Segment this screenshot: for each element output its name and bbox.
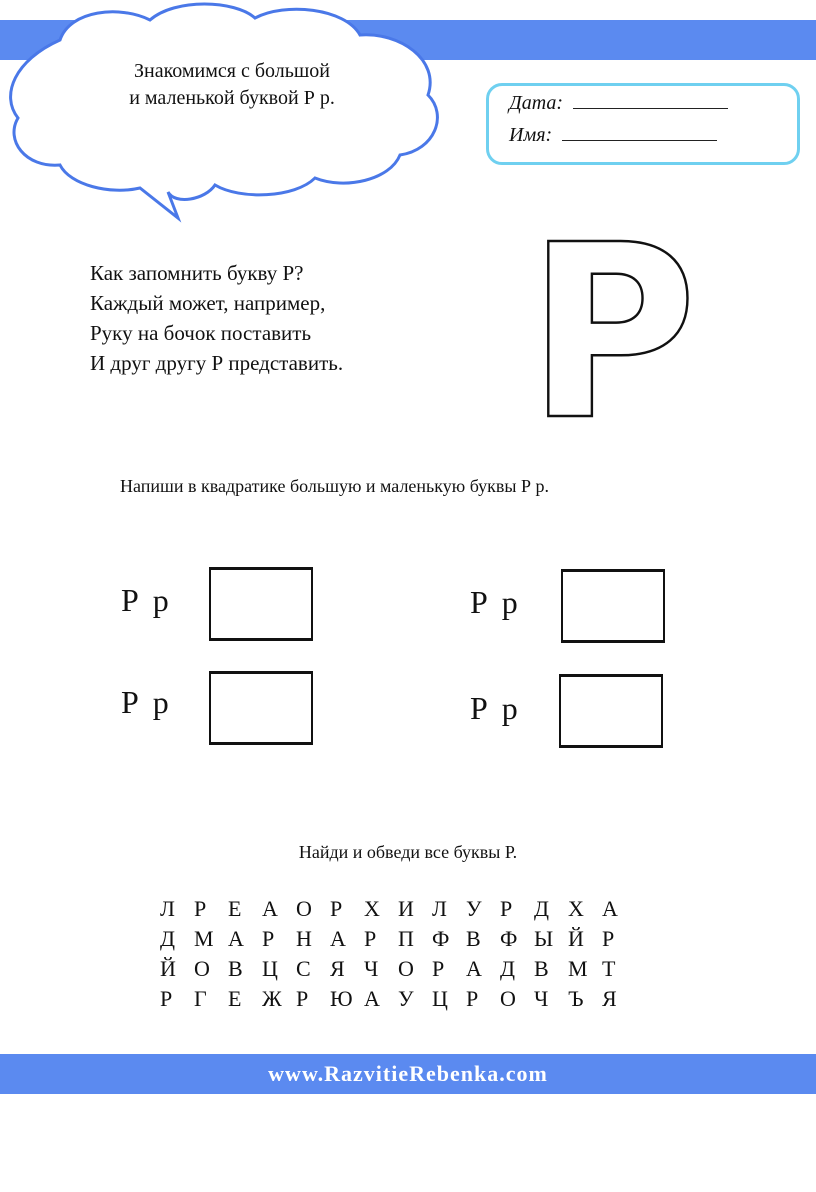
grid-letter[interactable]: Р (500, 896, 513, 921)
speech-cloud (0, 0, 450, 225)
grid-letter[interactable]: Ц (262, 956, 278, 981)
letter-pair-2 (470, 584, 518, 621)
big-letter-outline (525, 228, 705, 428)
grid-letter[interactable]: Р (296, 986, 309, 1011)
grid-letter[interactable]: Л (160, 896, 175, 921)
grid-letter[interactable]: О (296, 896, 312, 921)
pair-lower: р (152, 684, 169, 720)
grid-letter[interactable]: Н (296, 926, 312, 951)
grid-letter[interactable]: Р (262, 926, 275, 951)
pair-lower: р (501, 690, 518, 726)
grid-letter[interactable]: Т (602, 956, 616, 981)
grid-letter[interactable]: А (364, 986, 380, 1011)
grid-letter[interactable]: Й (160, 956, 176, 981)
grid-letter[interactable]: В (466, 926, 481, 951)
cloud-line-2: и маленькой буквой Р р. (129, 87, 335, 109)
pair-upper: Р (470, 690, 488, 726)
grid-letter[interactable]: Р (602, 926, 615, 951)
pair-upper: Р (121, 582, 139, 618)
grid-letter[interactable]: В (534, 956, 549, 981)
name-line (562, 124, 717, 141)
grid-letter[interactable]: Я (602, 986, 617, 1011)
grid-letter[interactable]: Я (330, 956, 345, 981)
grid-letter[interactable]: Ы (534, 926, 554, 951)
cloud-line-1: Знакомимся с большой (133, 60, 330, 82)
grid-letter[interactable]: Х (364, 896, 380, 921)
grid-letter[interactable]: О (194, 956, 210, 981)
grid-letter[interactable]: Р (330, 896, 343, 921)
grid-letter[interactable]: Д (500, 956, 516, 981)
grid-letter[interactable]: Ц (432, 986, 448, 1011)
pair-upper: Р (121, 684, 139, 720)
grid-letter[interactable]: Г (194, 986, 207, 1011)
letter-pair-4 (470, 690, 518, 727)
grid-letter[interactable]: П (398, 926, 414, 951)
pair-upper: Р (470, 584, 488, 620)
grid-letter[interactable]: А (466, 956, 482, 981)
grid-letter[interactable]: Р (160, 986, 173, 1011)
grid-letter[interactable]: О (500, 986, 516, 1011)
name-label: Имя: (509, 124, 553, 146)
grid-letter[interactable]: М (194, 926, 214, 951)
grid-letter[interactable]: Ю (330, 986, 353, 1011)
website-link[interactable]: www.RazvitieRebenka.com (268, 1061, 548, 1086)
date-label: Дата: (509, 92, 564, 114)
letter-pair-3 (121, 684, 169, 721)
grid-letter[interactable]: Р (432, 956, 445, 981)
task1-instructions: Напиши в квадратике большую и маленькую буквы Р р. (120, 476, 550, 496)
grid-letter[interactable]: О (398, 956, 414, 981)
pair-lower: р (152, 582, 169, 618)
letter-grid (160, 896, 700, 1016)
letter-grid-row (160, 956, 700, 986)
grid-letter[interactable]: Ф (432, 926, 450, 951)
grid-letter[interactable]: М (568, 956, 588, 981)
poem-line-2: Каждый может, например, (90, 291, 326, 315)
poem-line-1: Как запомнить букву Р? (90, 261, 304, 285)
grid-letter[interactable]: А (262, 896, 278, 921)
grid-letter[interactable]: У (398, 986, 414, 1011)
grid-letter[interactable]: И (398, 896, 414, 921)
grid-letter[interactable]: Х (568, 896, 584, 921)
grid-letter[interactable]: Ж (262, 986, 282, 1011)
write-box-2[interactable] (561, 569, 665, 643)
grid-letter[interactable]: Ч (534, 986, 549, 1011)
grid-letter[interactable]: Е (228, 986, 242, 1011)
letter-grid-row (160, 926, 700, 956)
grid-letter[interactable]: А (228, 926, 244, 951)
letter-pair-1 (121, 582, 169, 619)
write-box-1[interactable] (209, 567, 313, 641)
grid-letter[interactable]: Д (160, 926, 176, 951)
write-box-4[interactable] (559, 674, 663, 748)
name-field[interactable] (509, 124, 717, 147)
big-letter-glyph: Р (527, 228, 697, 428)
letter-grid-row (160, 896, 700, 926)
letter-grid-row (160, 986, 700, 1016)
grid-letter[interactable]: Р (364, 926, 377, 951)
task2-instructions: Найди и обведи все буквы Р. (298, 842, 518, 862)
poem (90, 258, 343, 378)
date-line (573, 92, 728, 109)
grid-letter[interactable]: Ф (500, 926, 518, 951)
grid-letter[interactable]: Л (432, 896, 447, 921)
grid-letter[interactable]: В (228, 956, 243, 981)
pair-lower: р (501, 584, 518, 620)
grid-letter[interactable]: У (466, 896, 482, 921)
grid-letter[interactable]: С (296, 956, 311, 981)
grid-letter[interactable]: Р (194, 896, 207, 921)
date-field[interactable] (509, 92, 728, 115)
grid-letter[interactable]: Й (568, 926, 584, 951)
grid-letter[interactable]: А (330, 926, 346, 951)
grid-letter[interactable]: А (602, 896, 618, 921)
grid-letter[interactable]: Р (466, 986, 479, 1011)
grid-letter[interactable]: Ъ (568, 986, 584, 1011)
grid-letter[interactable]: Д (534, 896, 550, 921)
poem-line-4: И друг другу Р представить. (90, 351, 344, 375)
date-name-box (486, 83, 800, 165)
write-box-3[interactable] (209, 671, 313, 745)
cloud-text (82, 58, 382, 112)
grid-letter[interactable]: Ч (364, 956, 379, 981)
grid-letter[interactable]: Е (228, 896, 242, 921)
poem-line-3: Руку на бочок поставить (90, 321, 312, 345)
